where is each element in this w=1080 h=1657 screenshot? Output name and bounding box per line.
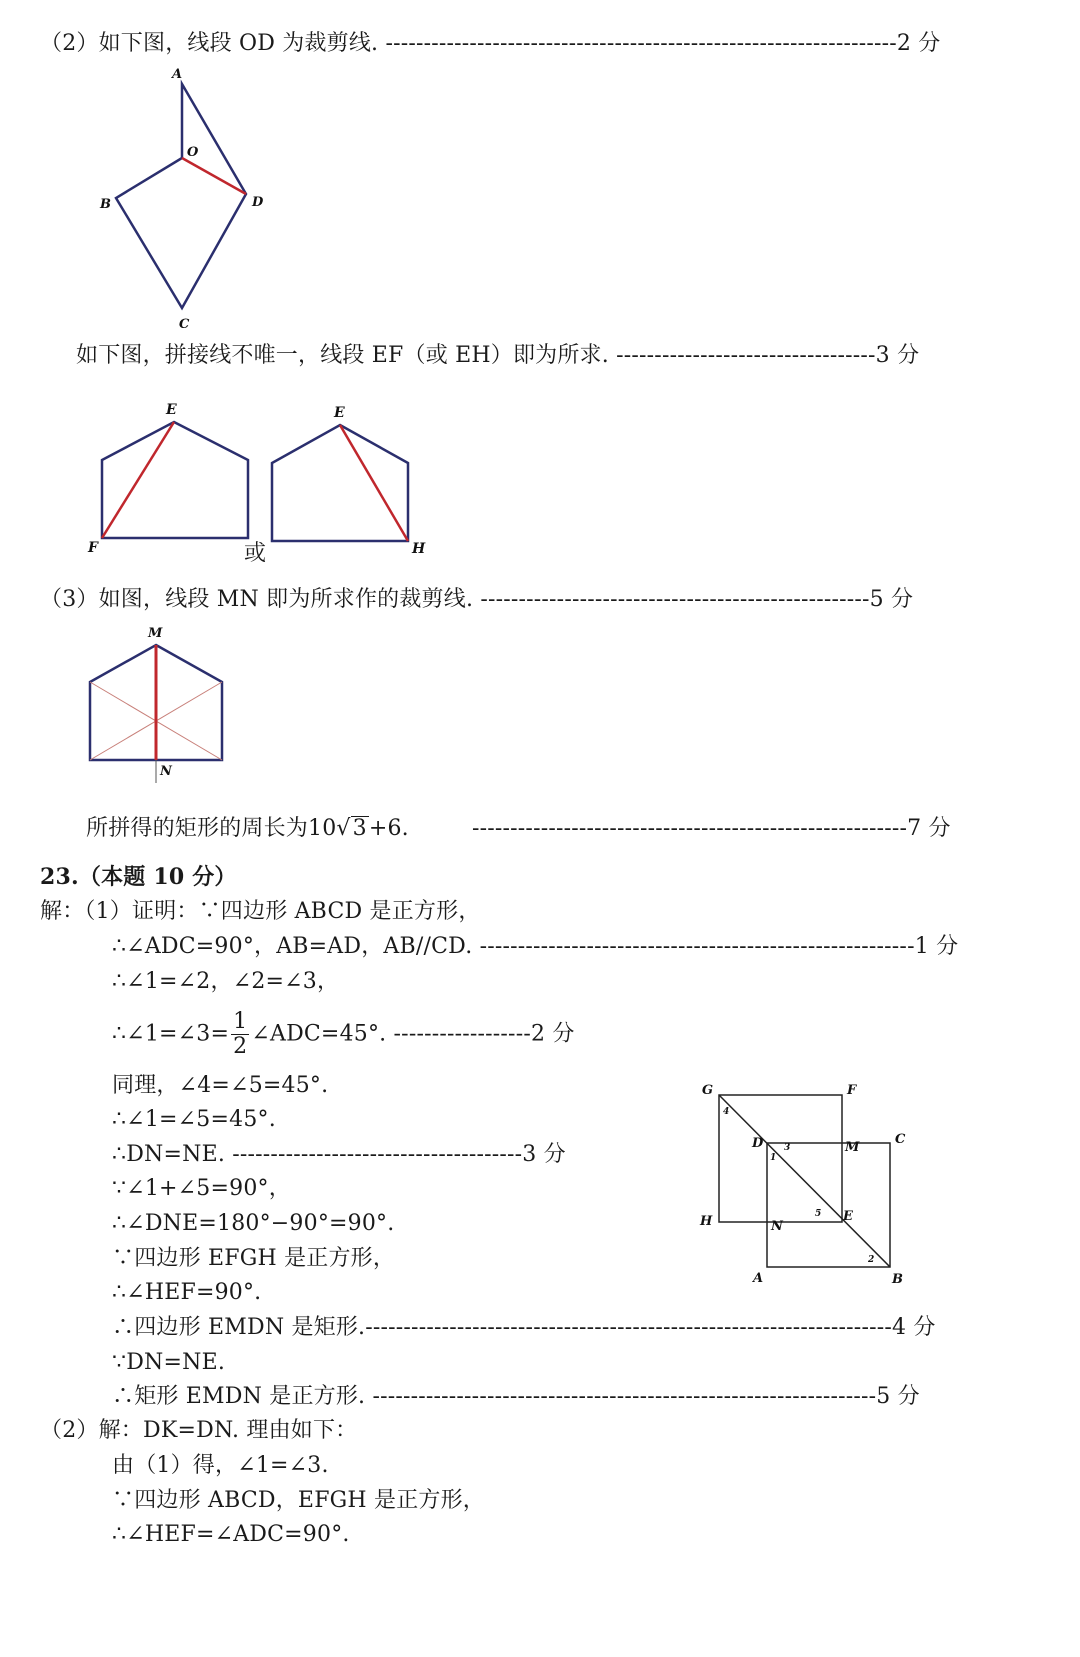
label-d: D — [252, 195, 264, 210]
label-o: O — [187, 145, 199, 160]
join-line-ef — [102, 422, 174, 538]
q23-line-11: ∵DN=NE. — [112, 1350, 226, 1375]
q23-line-9: ∴∠HEF=90°. — [112, 1280, 262, 1305]
label-n: N — [160, 764, 172, 779]
join-line-eh — [340, 425, 408, 541]
kite-outline — [116, 84, 246, 308]
angle-2: 2 — [868, 1255, 875, 1265]
perimeter-suffix: +6. — [368, 816, 409, 841]
q23-line-7: ∴∠DNE=180°−90°=90°. — [112, 1211, 395, 1236]
angle-3: 3 — [784, 1143, 791, 1153]
angle-1: 1 — [770, 1153, 777, 1163]
figure-kite-cut-od — [90, 62, 280, 337]
pentagon-2-outline — [272, 425, 408, 541]
label-b4: B — [892, 1272, 903, 1287]
label-h: H — [412, 541, 426, 557]
figure-two-squares — [690, 1080, 920, 1300]
diagonal-gb — [719, 1095, 890, 1267]
q23-line-0: 解：（1）证明：∵四边形 ABCD 是正方形， — [40, 899, 481, 924]
angle-4: 4 — [723, 1107, 730, 1117]
label-g: G — [702, 1083, 714, 1098]
label-m4: M — [845, 1140, 860, 1155]
pentagon-1-outline — [102, 422, 248, 538]
label-e1: E — [166, 402, 177, 418]
q23-line-13: （2）解：DK=DN. 理由如下： — [40, 1418, 358, 1443]
q23-line-15: ∵四边形 ABCD，EFGH 是正方形， — [112, 1488, 486, 1513]
perimeter-prefix: 所拼得的矩形的周长为10 — [86, 816, 337, 841]
q23-line-4: ∴∠1=∠5=45°. — [112, 1107, 276, 1132]
label-c4: C — [895, 1132, 906, 1147]
label-b: B — [100, 197, 111, 212]
label-f: F — [88, 540, 98, 556]
figure-pentagon-eh — [262, 403, 432, 558]
label-n4: N — [771, 1219, 783, 1234]
figure-pentagon-ef — [88, 400, 250, 560]
q23-line-16: ∴∠HEF=∠ADC=90°. — [112, 1522, 350, 1547]
label-e4: E — [843, 1209, 853, 1224]
q23-line-6: ∵∠1+∠5=90°， — [112, 1176, 291, 1201]
part2-line-2: 如下图，拼接线不唯一，线段 EF（或 EH）即为所求. ----------------------------------3 分 — [76, 343, 920, 368]
figure-pentagon-mn — [78, 625, 248, 795]
label-h4: H — [700, 1214, 713, 1229]
label-a4: A — [753, 1271, 764, 1286]
part3-line-1: （3）如图，线段 MN 即为所求作的裁剪线. ---------------------------------------------------5 分 — [40, 587, 914, 612]
sqrt-symbol: √ — [336, 816, 351, 841]
fraction-one-half — [231, 1010, 249, 1059]
q23-line-3: 同理，∠4=∠5=45°. — [112, 1073, 329, 1098]
q23-line-1: ∴∠ADC=90°，AB=AD，AB//CD. ---------------------------------------------------------1 分 — [112, 934, 959, 959]
angle-5: 5 — [815, 1209, 822, 1219]
q23-title: 23.（本题 10 分） — [40, 864, 237, 890]
q23-line-12: ∴矩形 EMDN 是正方形. ------------------------------------------------------------------5 分 — [112, 1384, 920, 1409]
fraction-numerator: 1 — [233, 1009, 248, 1034]
label-m: M — [148, 626, 163, 641]
label-a: A — [172, 67, 183, 82]
perimeter-line — [86, 815, 409, 843]
label-e2: E — [334, 405, 345, 421]
half-suffix: ∠ADC=45°. ------------------2 分 — [251, 1021, 575, 1047]
q23-line-14: 由（1）得，∠1=∠3. — [112, 1453, 329, 1478]
perimeter-score: ---------------------------------------------------------7 分 — [472, 816, 951, 841]
perimeter-radicand: 3 — [352, 816, 367, 841]
q23-line-5: ∴DN=NE. --------------------------------------3 分 — [112, 1142, 566, 1167]
label-d4: D — [752, 1136, 764, 1151]
label-f4: F — [847, 1083, 857, 1098]
fraction-denominator: 2 — [233, 1034, 248, 1059]
q23-line-8: ∵四边形 EFGH 是正方形， — [112, 1246, 396, 1271]
label-c: C — [179, 317, 190, 332]
or-label: 或 — [244, 541, 267, 566]
part2-line-1: （2）如下图，线段 OD 为裁剪线. -------------------------------------------------------------------2 分 — [40, 31, 941, 56]
half-prefix: ∴∠1=∠3= — [112, 1021, 230, 1047]
q23-line-10: ∴四边形 EMDN 是矩形.---------------------------------------------------------------------4 分 — [112, 1315, 936, 1340]
q23-line-2: ∴∠1=∠2，∠2=∠3， — [112, 969, 340, 994]
q23-half-line — [112, 1010, 575, 1059]
